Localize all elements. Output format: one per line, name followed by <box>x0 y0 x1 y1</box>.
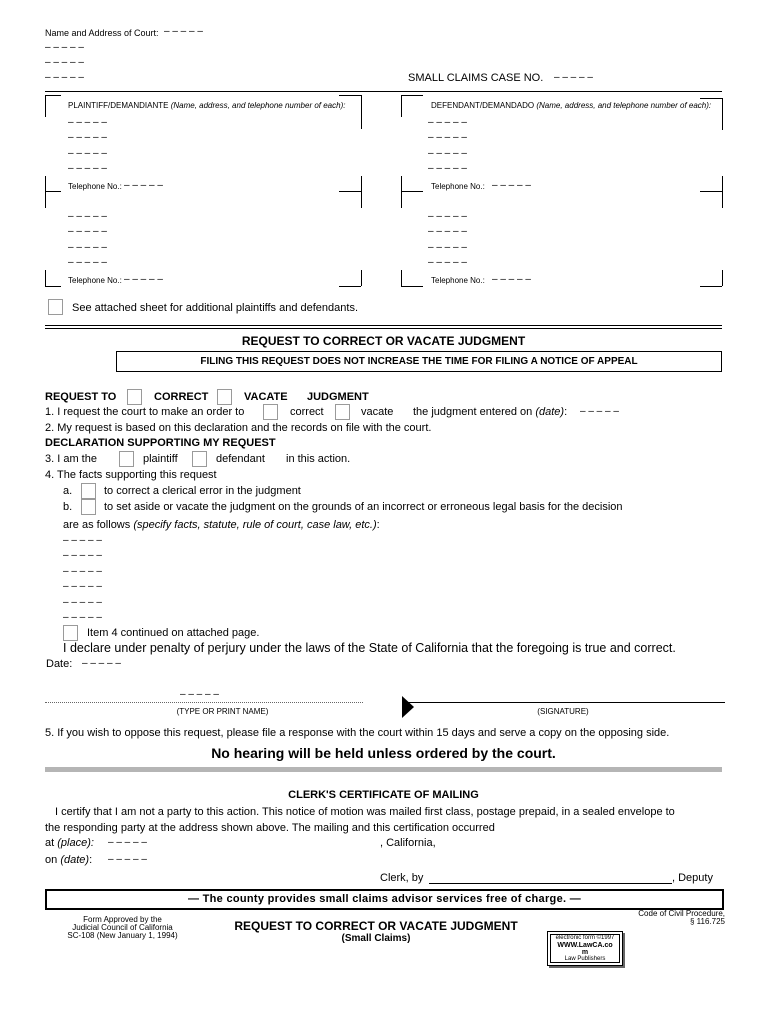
facts-field[interactable]: – – – – – <box>63 597 102 608</box>
printed-name-field[interactable]: – – – – – <box>180 689 219 700</box>
item-1-vacate-checkbox[interactable] <box>335 404 350 420</box>
item-4a-text: to correct a clerical error in the judgment <box>104 485 301 497</box>
plaintiff-field[interactable]: – – – – – <box>68 242 107 253</box>
stamp-line-1: electronic form ©1997 <box>555 935 615 941</box>
defendant-field[interactable]: – – – – – <box>428 257 467 268</box>
defendant-field[interactable]: – – – – – <box>428 148 467 159</box>
plaintiff-telephone-field[interactable]: – – – – – <box>124 180 163 191</box>
declaration-date-field[interactable]: – – – – – <box>82 658 121 669</box>
continued-label: Item 4 continued on attached page. <box>87 627 260 639</box>
bracket <box>45 191 61 192</box>
request-judgment-label: JUDGMENT <box>307 391 369 403</box>
signature-label: (SIGNATURE) <box>537 707 589 716</box>
request-correct-label: CORRECT <box>154 391 209 403</box>
plaintiff-field[interactable]: – – – – – <box>68 257 107 268</box>
place-label: at (place): <box>45 837 94 849</box>
plaintiff-telephone-field-2[interactable]: – – – – – <box>124 274 163 285</box>
plaintiff-field[interactable]: – – – – – <box>68 117 107 128</box>
court-address-field-3[interactable]: – – – – – <box>45 72 84 83</box>
plaintiff-telephone-label: Telephone No.: <box>68 182 122 191</box>
code-line-1: Code of Civil Procedure, <box>638 909 725 918</box>
item-2-text: 2. My request is based on this declaration and the records on file with the court. <box>45 422 432 434</box>
case-number-field[interactable]: – – – – – <box>554 72 593 83</box>
clerk-text-1: I certify that I am not a party to this action. This notice of motion was mailed first class, postage prepaid, in a sealed envelope to <box>55 806 675 818</box>
item-3-plaintiff-label: plaintiff <box>143 453 178 465</box>
item-4b-text: to set aside or vacate the judgment on the grounds of an incorrect or erroneous legal basis for the decision <box>104 501 623 513</box>
defendant-header: DEFENDANT/DEMANDADO (Name, address, and telephone number of each): <box>431 101 712 110</box>
form-title: REQUEST TO CORRECT OR VACATE JUDGMENT <box>241 334 526 348</box>
bracket <box>45 95 61 96</box>
defendant-field[interactable]: – – – – – <box>428 132 467 143</box>
judgment-date-field[interactable]: – – – – – <box>580 406 619 417</box>
item-3-plaintiff-checkbox[interactable] <box>119 451 134 467</box>
approval-line-1: Form Approved by the <box>83 915 162 924</box>
declaration-heading: DECLARATION SUPPORTING MY REQUEST <box>45 437 276 449</box>
bracket <box>361 176 362 208</box>
court-name-field[interactable]: – – – – – <box>164 26 203 37</box>
bracket <box>401 176 402 208</box>
case-number-label: SMALL CLAIMS CASE NO. <box>408 72 544 84</box>
bracket <box>700 98 722 99</box>
defendant-telephone-field-2[interactable]: – – – – – <box>492 274 531 285</box>
bracket <box>700 191 722 192</box>
item-1-text: 1. I request the court to make an order to <box>45 406 245 418</box>
facts-field[interactable]: – – – – – <box>63 581 102 592</box>
item-4-text: 4. The facts supporting this request <box>45 469 217 481</box>
advisor-notice-box: — The county provides small claims advisor services free of charge. — <box>45 889 724 910</box>
publisher-stamp-inner <box>550 934 620 963</box>
footer-title: REQUEST TO CORRECT OR VACATE JUDGMENT <box>234 919 518 933</box>
section-rule <box>45 325 722 326</box>
bracket <box>361 95 362 129</box>
plaintiff-telephone-label-2: Telephone No.: <box>68 276 122 285</box>
facts-field[interactable]: – – – – – <box>63 566 102 577</box>
bracket <box>339 286 361 287</box>
item-1-date-label: the judgment entered on (date): <box>413 406 568 418</box>
request-lead: REQUEST TO <box>45 391 117 403</box>
bracket <box>722 176 723 208</box>
attached-sheet-label: See attached sheet for additional plaintiffs and defendants. <box>72 302 359 314</box>
parties-top-rule <box>45 91 722 92</box>
item-5-text: 5. If you wish to oppose this request, please file a response with the court within 15 days and serve a copy on the opposing side. <box>45 727 670 739</box>
court-address-field-1[interactable]: – – – – – <box>45 42 84 53</box>
code-citation <box>560 910 725 926</box>
type-print-label: (TYPE OR PRINT NAME) <box>176 707 269 716</box>
signature-line[interactable] <box>404 702 725 703</box>
attached-sheet-checkbox[interactable] <box>48 299 63 315</box>
bracket <box>401 95 402 117</box>
clerk-heading: CLERK'S CERTIFICATE OF MAILING <box>288 789 479 801</box>
bracket <box>401 286 423 287</box>
stamp-line-2: WWW.LawCA.co <box>557 942 613 949</box>
no-hearing-notice: No hearing will be held unless ordered by the court. <box>211 745 556 761</box>
defendant-field[interactable]: – – – – – <box>428 211 467 222</box>
deputy-label: , Deputy <box>672 872 713 884</box>
item-3-text: 3. I am the <box>45 453 97 465</box>
bracket <box>45 176 46 208</box>
facts-field[interactable]: – – – – – <box>63 550 102 561</box>
item-3-defendant-checkbox[interactable] <box>192 451 207 467</box>
clerk-section-rule <box>45 767 722 772</box>
mailing-place-field[interactable]: – – – – – <box>108 837 147 848</box>
code-line-2: § 116.725 <box>690 917 725 926</box>
name-line <box>45 702 363 703</box>
item-1-correct-checkbox[interactable] <box>263 404 278 420</box>
court-address-field-2[interactable]: – – – – – <box>45 57 84 68</box>
plaintiff-field[interactable]: – – – – – <box>68 132 107 143</box>
defendant-telephone-label-2: Telephone No.: <box>431 276 485 285</box>
defendant-field[interactable]: – – – – – <box>428 117 467 128</box>
bracket <box>339 95 361 96</box>
bracket <box>401 270 402 286</box>
stamp-line-4: Law Publishers <box>564 956 606 962</box>
request-correct-checkbox[interactable] <box>127 389 142 405</box>
item-1-correct-label: correct <box>290 406 324 418</box>
bracket <box>45 95 46 117</box>
item-1-vacate-label: vacate <box>361 406 394 418</box>
plaintiff-field[interactable]: – – – – – <box>68 148 107 159</box>
defendant-telephone-field[interactable]: – – – – – <box>492 180 531 191</box>
request-vacate-label: VACATE <box>244 391 288 403</box>
facts-field[interactable]: – – – – – <box>63 612 102 623</box>
facts-prompt: are as follows (specify facts, statute, rule of court, case law, etc.): <box>63 519 380 531</box>
perjury-statement: I declare under penalty of perjury under the laws of the State of California that the foregoing is true and correct. <box>63 641 676 655</box>
item-4a-label: a. <box>63 485 73 497</box>
publisher-stamp <box>547 931 623 966</box>
clerk-signature-line[interactable] <box>429 883 672 884</box>
bracket <box>45 286 61 287</box>
item-4b-label: b. <box>63 501 73 513</box>
appeal-notice-box: FILING THIS REQUEST DOES NOT INCREASE THE TIME FOR FILING A NOTICE OF APPEAL <box>116 351 722 372</box>
item-3-action-text: in this action. <box>286 453 351 465</box>
mailing-date-field[interactable]: – – – – – <box>108 854 147 865</box>
clerk-text-2: the responding party at the address shown above. The mailing and this certification occurred <box>45 822 495 834</box>
bracket <box>722 270 723 286</box>
defendant-field[interactable]: – – – – – <box>428 242 467 253</box>
item-4a-checkbox[interactable] <box>81 483 96 499</box>
plaintiff-header: PLAINTIFF/DEMANDIANTE (Name, address, and telephone number of each): <box>68 101 346 110</box>
defendant-field[interactable]: – – – – – <box>428 226 467 237</box>
item-3-defendant-label: defendant <box>216 453 265 465</box>
defendant-field[interactable]: – – – – – <box>428 163 467 174</box>
facts-field[interactable]: – – – – – <box>63 535 102 546</box>
section-rule <box>45 328 722 329</box>
request-vacate-checkbox[interactable] <box>217 389 232 405</box>
approval-line-2: Judicial Council of California <box>72 923 173 932</box>
mailing-date-label: on (date): <box>45 854 93 866</box>
form-approval <box>55 916 190 940</box>
california-label: , California, <box>380 837 436 849</box>
bracket <box>722 98 723 130</box>
footer-subtitle: (Small Claims) <box>341 933 411 944</box>
date-label: Date: <box>46 658 73 670</box>
bracket <box>401 191 423 192</box>
plaintiff-field[interactable]: – – – – – <box>68 163 107 174</box>
stamp-line-3: m <box>581 949 589 956</box>
plaintiff-field[interactable]: – – – – – <box>68 226 107 237</box>
plaintiff-field[interactable]: – – – – – <box>68 211 107 222</box>
court-label: Name and Address of Court: <box>45 28 159 38</box>
bracket <box>401 95 423 96</box>
bracket <box>339 191 361 192</box>
approval-line-3: SC-108 (New January 1, 1994) <box>67 931 178 940</box>
defendant-telephone-label: Telephone No.: <box>431 182 485 191</box>
bracket <box>361 270 362 286</box>
item-4b-checkbox[interactable] <box>81 499 96 515</box>
clerk-by-label: Clerk, by <box>380 872 424 884</box>
bracket <box>700 286 722 287</box>
bracket <box>45 270 46 286</box>
continued-checkbox[interactable] <box>63 625 78 641</box>
